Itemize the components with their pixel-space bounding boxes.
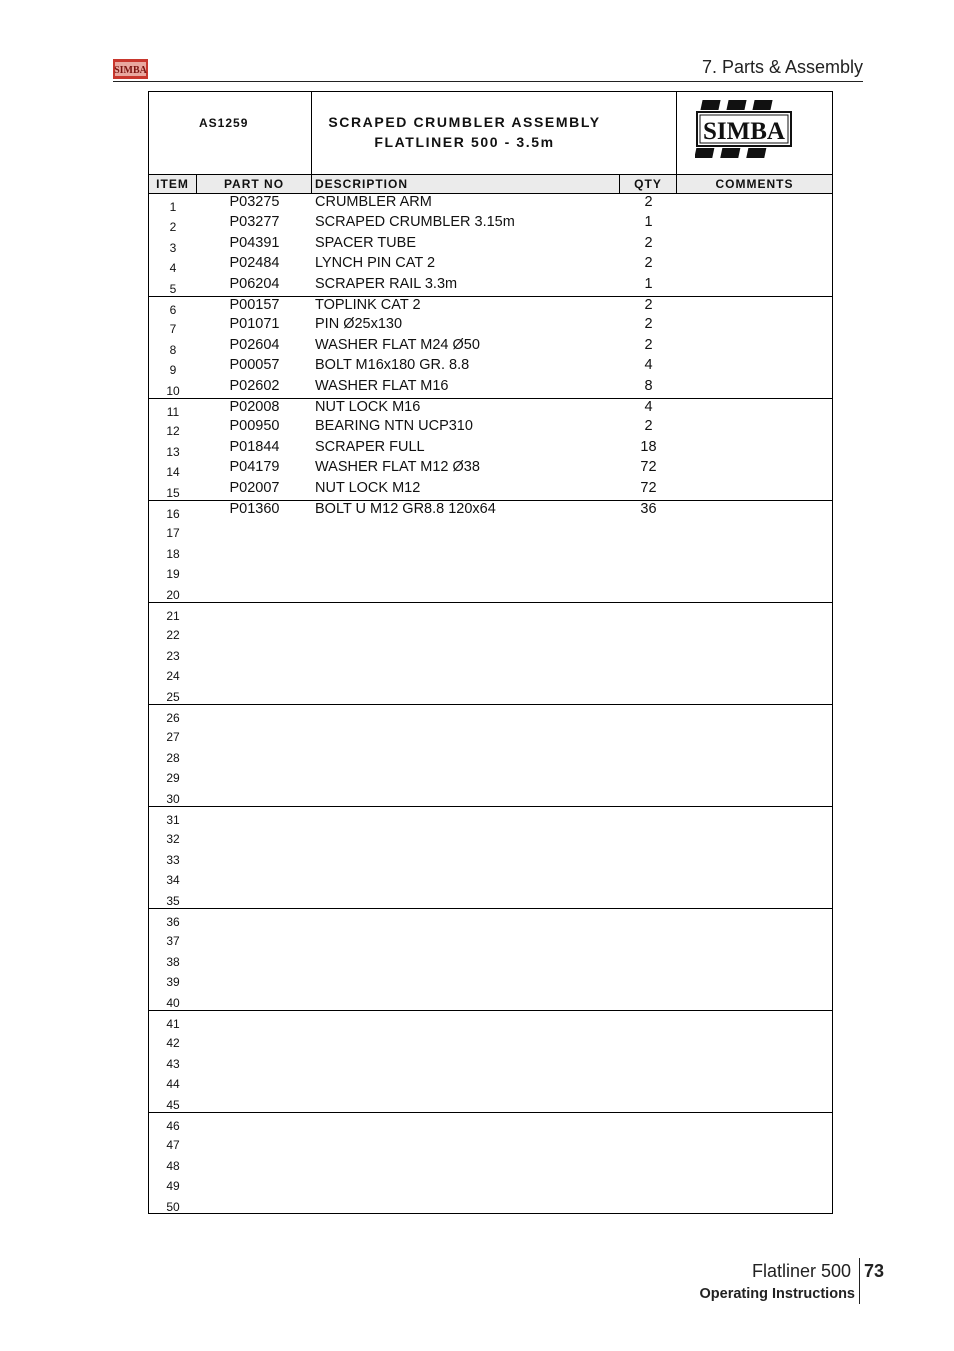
table-row — [149, 357, 832, 377]
table-row — [149, 949, 832, 969]
table-row — [149, 1071, 832, 1091]
item-cell: 48 — [166, 1158, 180, 1173]
item-cell: 37 — [166, 934, 180, 949]
qty-cell: 4 — [644, 357, 653, 374]
assembly-subtitle: FLATLINER 500 - 3.5m — [374, 134, 555, 150]
qty-cell: 1 — [644, 275, 653, 292]
table-row — [149, 418, 832, 438]
item-cell: 27 — [166, 730, 180, 745]
col-header-description: DESCRIPTION — [312, 175, 620, 193]
table-row — [149, 765, 832, 785]
qty-cell: 1 — [644, 214, 653, 231]
item-cell: 46 — [166, 1119, 180, 1133]
item-cell: 40 — [166, 995, 180, 1010]
item-cell: 44 — [166, 1077, 180, 1092]
item-cell: 31 — [166, 813, 180, 827]
part-no-cell: P02484 — [229, 255, 280, 272]
table-row — [149, 316, 832, 336]
svg-text:SIMBA: SIMBA — [114, 65, 147, 76]
item-cell: 1 — [169, 200, 177, 214]
table-row — [149, 582, 832, 602]
description-cell: BOLT U M12 GR8.8 120x64 — [315, 501, 496, 517]
part-no-cell: P01071 — [229, 316, 280, 333]
description-cell: SPACER TUBE — [315, 234, 416, 251]
part-no-cell: P00950 — [229, 418, 280, 435]
table-row — [149, 480, 832, 500]
product-name: Flatliner 500 — [752, 1261, 852, 1281]
item-cell: 16 — [166, 507, 180, 521]
table-row — [149, 908, 832, 929]
table-row — [149, 622, 832, 642]
table-row — [149, 847, 832, 867]
item-cell: 38 — [166, 954, 180, 969]
item-cell: 39 — [166, 975, 180, 990]
table-row — [149, 928, 832, 948]
qty-cell: 2 — [644, 255, 653, 272]
qty-cell: 72 — [640, 479, 657, 496]
qty-cell: 2 — [644, 234, 653, 251]
item-cell: 50 — [166, 1199, 180, 1214]
table-row — [149, 724, 832, 744]
item-cell: 35 — [166, 893, 180, 908]
table-row — [149, 643, 832, 663]
part-no-cell: P02007 — [229, 479, 280, 496]
table-row — [149, 969, 832, 989]
qty-cell: 2 — [644, 194, 653, 210]
part-no-cell: P01360 — [229, 501, 280, 517]
description-cell: NUT LOCK M16 — [315, 399, 421, 415]
table-row — [149, 888, 832, 908]
table-row — [149, 214, 832, 234]
table-row — [149, 500, 832, 521]
qty-cell: 4 — [644, 399, 653, 415]
item-cell: 3 — [169, 240, 177, 255]
part-no-cell: P02008 — [229, 399, 280, 415]
table-row — [149, 1092, 832, 1112]
item-cell: 19 — [166, 567, 180, 582]
qty-cell: 8 — [644, 377, 653, 394]
item-cell: 9 — [169, 363, 177, 378]
table-row — [149, 602, 832, 623]
table-row — [149, 1030, 832, 1050]
part-no-cell: P00057 — [229, 357, 280, 374]
page-number: 73 — [864, 1261, 885, 1281]
item-cell: 24 — [166, 669, 180, 684]
part-no-cell: P02604 — [229, 336, 280, 353]
item-cell: 26 — [166, 711, 180, 725]
assembly-number: AS1259 — [199, 116, 249, 130]
table-row — [149, 1173, 832, 1193]
part-no-cell: P01844 — [229, 438, 280, 455]
item-cell: 25 — [166, 689, 180, 704]
table-row — [149, 663, 832, 683]
part-no-cell: P03275 — [229, 194, 280, 210]
table-row — [149, 786, 832, 806]
item-cell: 28 — [166, 750, 180, 765]
table-row — [149, 337, 832, 357]
item-cell: 47 — [166, 1138, 180, 1153]
table-row — [149, 378, 832, 398]
description-cell: SCRAPED CRUMBLER 3.15m — [315, 214, 515, 231]
description-cell: LYNCH PIN CAT 2 — [315, 255, 436, 272]
item-cell: 41 — [166, 1017, 180, 1031]
section-title: 7. Parts & Assembly — [701, 57, 863, 77]
table-row — [149, 1194, 832, 1214]
item-cell: 11 — [166, 405, 180, 419]
item-cell: 32 — [166, 832, 180, 847]
assembly-number-cell — [149, 92, 312, 174]
description-cell: CRUMBLER ARM — [315, 194, 432, 210]
logo-cell — [677, 92, 832, 174]
assembly-title-cell — [312, 92, 677, 174]
item-cell: 36 — [166, 915, 180, 929]
table-row — [149, 255, 832, 275]
qty-cell: 2 — [644, 297, 653, 313]
table-row — [149, 704, 832, 725]
item-cell: 14 — [166, 465, 180, 480]
item-cell: 49 — [166, 1179, 180, 1194]
item-cell: 6 — [169, 303, 177, 317]
item-cell: 18 — [166, 546, 180, 561]
item-cell: 34 — [166, 873, 180, 888]
item-cell: 7 — [169, 322, 177, 337]
part-no-cell: P00157 — [229, 297, 280, 313]
table-row — [149, 459, 832, 479]
description-cell: WASHER FLAT M16 — [315, 377, 449, 394]
item-cell: 12 — [166, 424, 180, 439]
item-cell: 5 — [169, 281, 177, 296]
item-cell: 2 — [169, 220, 177, 235]
item-cell: 13 — [166, 444, 180, 459]
table-row — [149, 826, 832, 846]
table-row — [149, 1010, 832, 1031]
svg-text:SIMBA: SIMBA — [703, 118, 785, 145]
table-row — [149, 806, 832, 827]
document-subtitle: Operating Instructions — [699, 1286, 855, 1302]
table-row — [149, 398, 832, 419]
simba-brand-logo — [113, 59, 148, 79]
sheet-title-block — [149, 92, 832, 175]
description-cell: PIN Ø25x130 — [315, 316, 403, 333]
table-row — [149, 1132, 832, 1152]
table-row — [149, 276, 832, 296]
item-cell: 20 — [166, 587, 180, 602]
col-header-qty: QTY — [620, 175, 677, 193]
table-row — [149, 561, 832, 581]
part-no-cell: P06204 — [229, 275, 280, 292]
table-row — [149, 867, 832, 887]
footer-divider — [859, 1258, 860, 1304]
qty-cell: 2 — [644, 336, 653, 353]
table-row — [149, 684, 832, 704]
description-cell: WASHER FLAT M24 Ø50 — [315, 336, 480, 353]
table-row — [149, 541, 832, 561]
item-cell: 30 — [166, 791, 180, 806]
table-row — [149, 1153, 832, 1173]
table-row — [149, 235, 832, 255]
part-no-cell: P04391 — [229, 234, 280, 251]
table-row — [149, 1112, 832, 1133]
item-cell: 8 — [169, 342, 177, 357]
item-cell: 15 — [166, 485, 180, 500]
table-row — [149, 520, 832, 540]
item-cell: 43 — [166, 1056, 180, 1071]
table-row — [149, 990, 832, 1010]
simba-logo — [695, 98, 793, 160]
table-row — [149, 1051, 832, 1071]
item-cell: 10 — [166, 383, 180, 398]
qty-cell: 2 — [644, 418, 653, 435]
table-row — [149, 745, 832, 765]
table-row — [149, 439, 832, 459]
col-header-comments: COMMENTS — [715, 177, 794, 191]
item-cell: 17 — [166, 526, 180, 541]
part-no-cell: P04179 — [229, 459, 280, 476]
item-cell: 4 — [169, 261, 177, 276]
header-rule — [113, 81, 863, 82]
qty-cell: 2 — [644, 316, 653, 333]
item-cell: 45 — [166, 1097, 180, 1112]
item-cell: 23 — [166, 648, 180, 663]
table-row — [149, 296, 832, 317]
description-cell: BEARING NTN UCP310 — [315, 418, 473, 435]
part-no-cell: P03277 — [229, 214, 280, 231]
item-cell: 42 — [166, 1036, 180, 1051]
item-cell: 29 — [166, 771, 180, 786]
item-cell: 33 — [166, 852, 180, 867]
part-no-cell: P02602 — [229, 377, 280, 394]
table-row — [149, 194, 832, 214]
description-cell: BOLT M16x180 GR. 8.8 — [315, 357, 470, 374]
qty-cell: 72 — [640, 459, 657, 476]
qty-cell: 36 — [640, 501, 657, 517]
item-cell: 22 — [166, 628, 180, 643]
description-cell: TOPLINK CAT 2 — [315, 297, 421, 313]
qty-cell: 18 — [640, 438, 657, 455]
col-header-part-no: PART NO — [197, 175, 312, 193]
col-header-item: ITEM — [149, 175, 197, 193]
description-cell: SCRAPER FULL — [315, 438, 425, 455]
item-cell: 21 — [166, 609, 180, 623]
description-cell: SCRAPER RAIL 3.3m — [315, 275, 458, 292]
column-header-row — [149, 175, 832, 194]
description-cell: NUT LOCK M12 — [315, 479, 421, 496]
description-cell: WASHER FLAT M12 Ø38 — [315, 459, 480, 476]
parts-list-sheet — [148, 91, 833, 1214]
assembly-title: SCRAPED CRUMBLER ASSEMBLY — [328, 114, 601, 130]
